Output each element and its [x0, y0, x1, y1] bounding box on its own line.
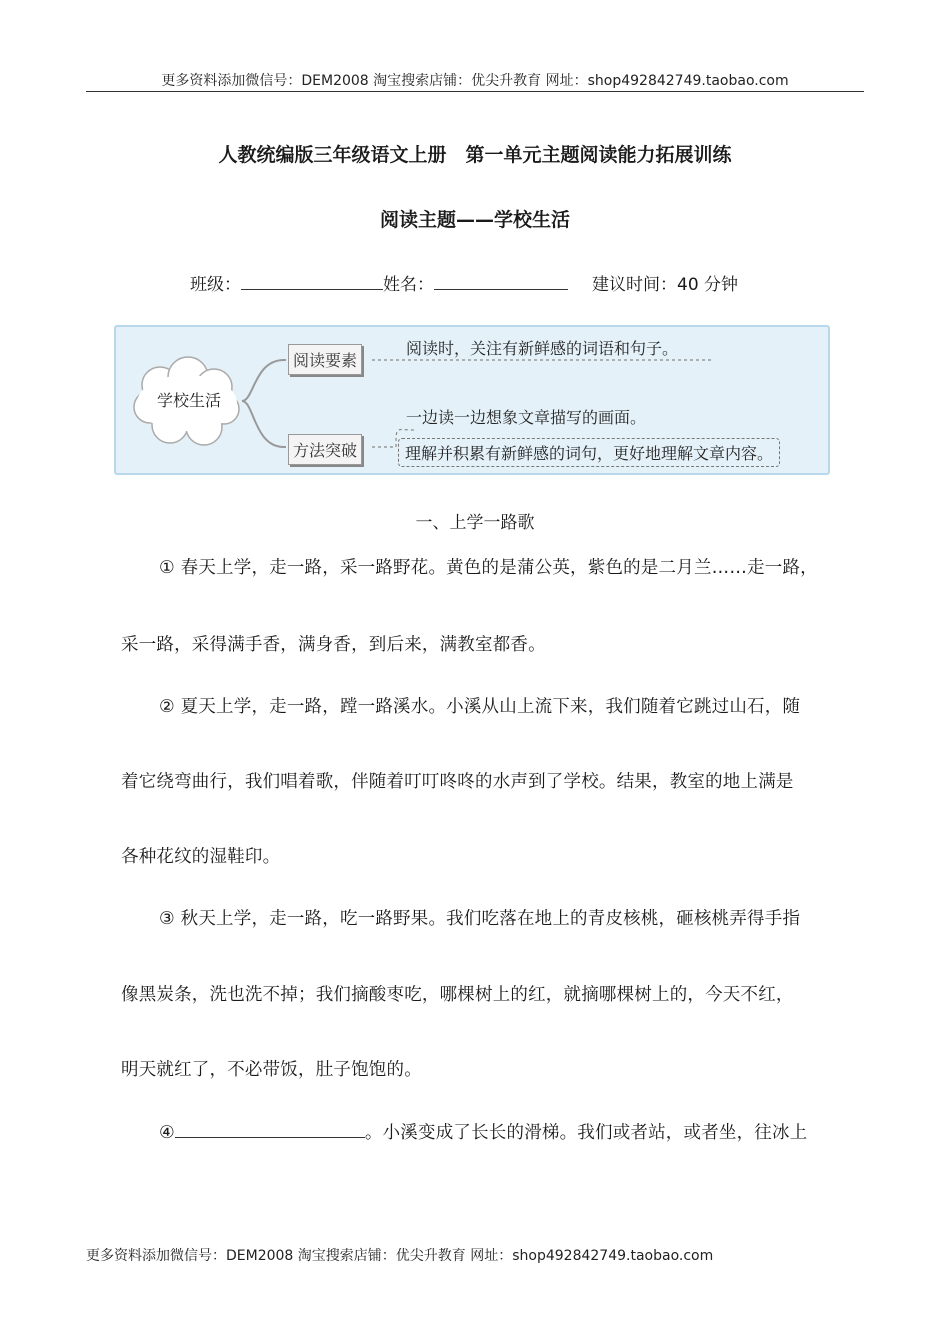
branch-label-method: 方法突破 — [288, 434, 362, 465]
paragraph-line: 像黑炭条，洗也洗不掉；我们摘酸枣吃，哪棵树上的红，就摘哪棵树上的，今天不红， — [121, 985, 794, 1005]
mindmap-item-highlighted: 理解并积累有新鲜感的词句，更好地理解文章内容。 — [398, 438, 780, 467]
paragraph-number: ④ — [159, 1123, 175, 1143]
paragraph-line: ② 夏天上学，走一路，蹚一路溪水。小溪从山上流下来，我们随着它跳过山石，随 — [159, 697, 801, 717]
branch-label-reading: 阅读要素 — [288, 344, 362, 375]
paragraph-line: ③ 秋天上学，走一路，吃一路野果。我们吃落在地上的青皮核桃，砸核桃弄得手指 — [159, 909, 801, 929]
name-blank[interactable] — [434, 273, 568, 290]
header-promo: 更多资料添加微信号：DEM2008 淘宝搜索店铺：优尖升教育 网址：shop492842749.taobao.com — [161, 73, 789, 89]
time-label: 建议时间：40 分钟 — [592, 275, 739, 295]
student-info-line — [190, 270, 738, 295]
mindmap-item: 阅读时，关注有新鲜感的词语和句子。 — [406, 339, 679, 358]
mindmap-item: 一边读一边想象文章描写的画面。 — [406, 408, 647, 427]
class-label: 班级： — [190, 275, 241, 295]
page-title: 人教统编版三年级语文上册 第一单元主题阅读能力拓展训练 — [218, 144, 732, 166]
paragraph-text: 。小溪变成了长长的滑梯。我们或者站，或者坐，往冰上 — [364, 1123, 808, 1143]
header-divider — [86, 91, 864, 92]
class-blank[interactable] — [241, 273, 383, 290]
footer-promo: 更多资料添加微信号：DEM2008 淘宝搜索店铺：优尖升教育 网址：shop492842749.taobao.com — [86, 1248, 714, 1264]
name-label: 姓名： — [383, 275, 434, 295]
branch-connector-top — [242, 360, 286, 401]
section-title: 一、上学一路歌 — [415, 513, 535, 533]
paragraph-line: 采一路，采得满手香，满身香，到后来，满教室都香。 — [121, 635, 546, 655]
paragraph-line-with-blank — [121, 1119, 909, 1144]
branch-connector-bottom — [242, 401, 286, 447]
mindmap-center: 学校生活 — [156, 391, 221, 410]
page-subtitle: 阅读主题——学校生活 — [379, 209, 570, 231]
fill-in-blank[interactable] — [175, 1121, 365, 1138]
paragraph-line: ① 春天上学，走一路，采一路野花。黄色的是蒲公英，紫色的是二月兰……走一路， — [159, 558, 818, 578]
paragraph-line: 明天就红了，不必带饭，肚子饱饱的。 — [121, 1060, 422, 1080]
paragraph-line: 各种花纹的湿鞋印。 — [121, 847, 281, 867]
paragraph-line: 着它绕弯曲行，我们唱着歌，伴随着叮叮咚咚的水声到了学校。结果，教室的地上满是 — [121, 772, 794, 792]
